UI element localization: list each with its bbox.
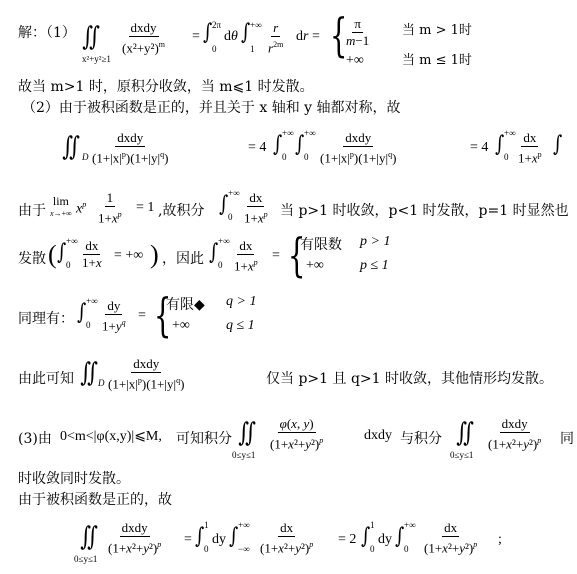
cond-m-gt-1: 当 m > 1时 [402, 23, 472, 38]
finite-label-2: 有限◆ [166, 297, 205, 313]
domain-label-1: 0≤y≤1 [232, 450, 256, 460]
diverge-label: 发散 [18, 251, 46, 267]
part3-line2: 时收敛同时发散。 [18, 471, 130, 487]
cond-p-le-1: p ≤ 1 [360, 258, 389, 273]
part2-limit-line: 由于 lim x→+∞ $x^p$ $\frac{1}{1+x^p}$ = 1 ,故积分 ∫ +∞ 0 $\frac{dx}{1+x^p}$ 当 p>1 时收敛，p<1 时发散，p=1 时显然也 [18, 188, 569, 226]
part2-similar-line: 同理有： ∫ +∞ 0 $\frac{dy}{1+y^q}$ = { 有限◆ q > 1 +∞ q ≤ 1 [18, 288, 257, 342]
part2-main-formula: ∬ D dxdy $(1+|x|^p)(1+|y|^q)$ = 4 ∫ +∞ 0 ∫ +∞ 0 dxdy $(1+|x|^p)(1+|y|^q)$ = 4 ∫ +∞ 0 $\frac{dx}{1+x^p}$ ∫ [62, 128, 563, 166]
domain-label-2: 0≤y≤1 [450, 450, 474, 460]
conclusion-pre: 由此可知 [18, 371, 74, 387]
part2-diverge-line: 发散 ( ∫ +∞ 0 $\frac{dx}{1+x}$ = +∞ ) ，因此 ∫ +∞ 0 $\frac{dx}{1+x^p}$ = { 有限数 p > 1 +∞ p ≤ 1 [18, 228, 391, 282]
part3-intro-mid: 可知积分 [176, 431, 232, 447]
part3-intro-mid2: 与积分 [400, 431, 442, 447]
part3-intro-cond: 0<m<|φ(x,y)|⩽M, [60, 429, 162, 444]
part3-intro-end: 同 [560, 431, 574, 447]
part1-conclusion: 故当 m>1 时，原积分收敛，当 m⩽1 时发散。 [18, 79, 314, 95]
domain-label-3: 0≤y≤1 [74, 554, 98, 564]
part3-intro-pre: (3)由 [18, 431, 52, 447]
limit-text: 由于 [18, 203, 46, 219]
part3-intro-line: (3)由 0<m<|φ(x,y)|⩽M, 可知积分 ∬ 0≤y≤1 $\frac{\varphi(x, y)}{(1+x^2+y^2)^p}$ dxdy 与积分 ∬ 0≤y≤1 dxdy $(1+x^2+y^2)^p$ 同 [18, 416, 574, 460]
conclusion-post: 仅当 p>1 且 q>1 时收敛，其他情形均发散。 [266, 371, 553, 387]
limit-after2: 当 p>1 时收敛，p<1 时发散，p=1 时显然也 [280, 203, 569, 219]
part1-formula: ∬ x²+y²≥1 dxdy $(x^2+y^2)^m$ = ∫ 2π 0 dθ ∫ +∞ 1 $\frac{r}{r^{2m}}$ dr = { $\frac{\pi}{m-1}$ 当 m > 1时 +∞ 当 m ≤ 1时 [82, 8, 472, 68]
part3-line3: 由于被积函数是正的，故 [18, 492, 172, 508]
similar-text: 同理有： [18, 311, 74, 327]
part3-final-formula: ∬ 0≤y≤1 dxdy $(1+x^2+y^2)^p$ = ∫ 1 0 dy ∫ +∞ −∞ $\frac{dx}{(1+x^2+y^2)^p}$ = 2 ∫ 1 0 dy ∫ +∞ 0 $\frac{dx}{(1+x^2+y^2)^p}$ ; [74, 520, 502, 564]
finite-label: 有限数 [300, 237, 342, 253]
limit-after: ,故积分 [158, 203, 205, 219]
cond-q-gt-1: q > 1 [226, 294, 257, 309]
cond-q-le-1: q ≤ 1 [226, 318, 255, 333]
cond-m-le-1: 当 m ≤ 1时 [402, 53, 472, 68]
part2-intro: （2）由于被积函数是正的，并且关于 x 轴和 y 轴都对称，故 [22, 100, 401, 116]
part2-conclusion-line: 由此可知 ∬ D dxdy $(1+|x|^p)(1+|y|^q)$ 仅当 p>1 且 q>1 时收敛，其他情形均发散。 [18, 356, 553, 392]
therefore-text: ，因此 [162, 251, 204, 267]
cond-p-gt-1: p > 1 [360, 234, 391, 249]
part1-label: 解：（1） [18, 25, 76, 41]
